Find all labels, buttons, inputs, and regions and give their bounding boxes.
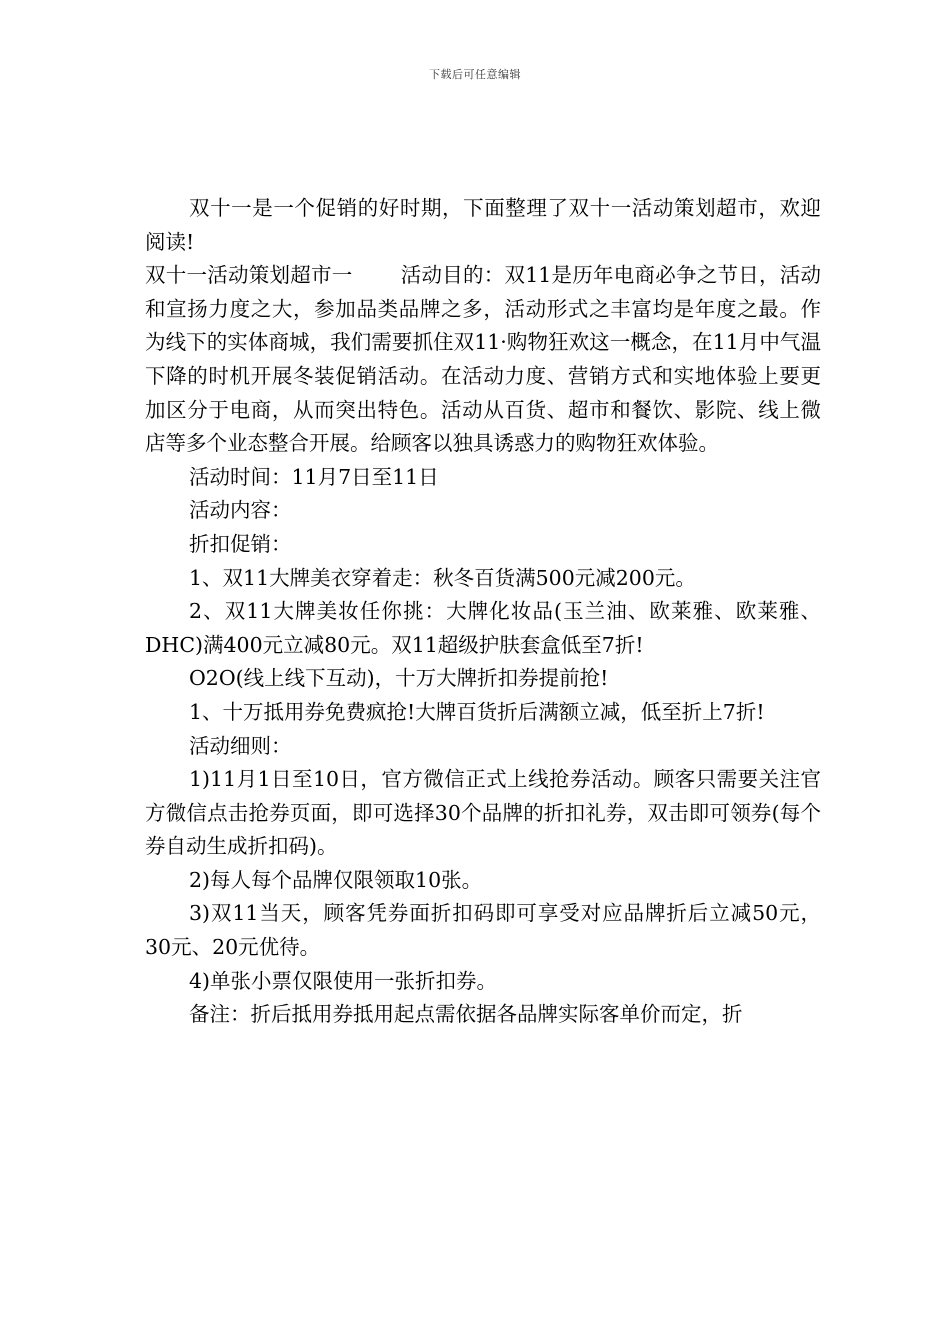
content-label: 活动内容： bbox=[189, 498, 292, 523]
note-paragraph: 备注：折后抵用券抵用起点需依据各品牌实际客单价而定，折 bbox=[189, 1002, 743, 1027]
o2o-label: O2O(线上线下互动)，十万大牌折扣券提前抢! bbox=[189, 666, 609, 691]
rule-2: 2)每人每个品牌仅限领取10张。 bbox=[189, 867, 483, 892]
discount-item-1: 1、双11大牌美衣穿着走：秋冬百货满500元减200元。 bbox=[189, 565, 696, 590]
section-paragraph bbox=[145, 259, 821, 461]
page-header: 下载后可任意编辑 bbox=[429, 68, 521, 81]
section-title: 双十一活动策划超市一 bbox=[145, 263, 353, 288]
o2o-item-1: 1、十万抵用券免费疯抢!大牌百货折后满额立减，低至折上7折! bbox=[189, 699, 765, 724]
rule-1: 1)11月1日至10日，官方微信正式上线抢券活动。顾客只需要关注官方微信点击抢券页面，即可选择30个品牌的折扣礼券，双击即可领券(每个券自动生成折扣码)。 bbox=[145, 767, 821, 859]
discount-item-2: 2、双11大牌美妆任你挑：大牌化妆品(玉兰油、欧莱雅、欧莱雅、DHC)满400元立减80元。双11超级护肤套盒低至7折! bbox=[145, 599, 821, 657]
discount-label: 折扣促销： bbox=[189, 531, 292, 556]
rules-label: 活动细则： bbox=[189, 733, 292, 758]
rule-4: 4)单张小票仅限使用一张折扣券。 bbox=[189, 968, 498, 993]
rule-3: 3)双11当天，顾客凭券面折扣码即可享受对应品牌折后立减50元，30元、20元优待。 bbox=[145, 901, 821, 960]
activity-time: 活动时间：11月7日至11日 bbox=[189, 464, 439, 489]
document-body bbox=[145, 192, 821, 1032]
purpose-text: 活动目的：双11是历年电商必争之节日，活动和宣扬力度之大，参加品类品牌之多，活动形式之丰富均是年度之最。作为线下的实体商城，我们需要抓住双11·购物狂欢这一概念，在11月中气温下降的时机开展冬装促销活动。在活动力度、营销方式和实地体验上要更加区分于电商，从而突出特色。活动从百货、超市和餐饮、影院、线上微店等多个业态整合开展。给顾客以独具诱惑力的购物狂欢体验。 bbox=[145, 263, 821, 456]
intro-paragraph: 双十一是一个促销的好时期，下面整理了双十一活动策划超市，欢迎阅读! bbox=[145, 196, 821, 254]
